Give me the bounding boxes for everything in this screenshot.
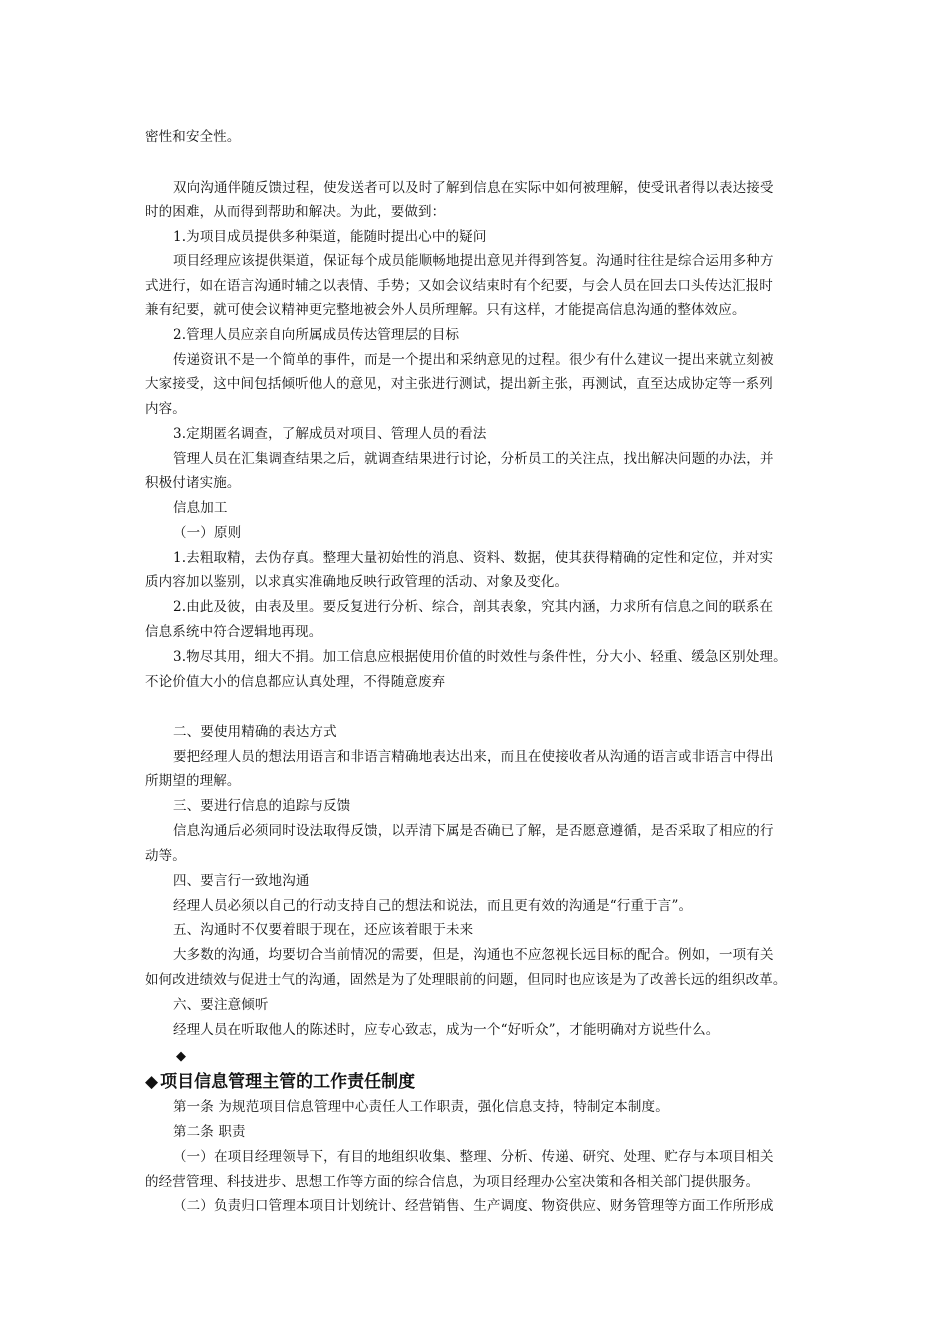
text-line: 大家接受，这中间包括倾听他人的意见，对主张进行测试，提出新主张，再测试，直至达成协定等一系列 — [145, 376, 773, 392]
text-line: 所期望的理解。 — [145, 773, 241, 789]
text-line: 经理人员必须以自己的行动支持自己的想法和说法，而且更有效的沟通是“行重于言”。 — [173, 898, 693, 914]
text-line: 双向沟通伴随反馈过程，使发送者可以及时了解到信息在实际中如何被理解，使受讯者得以表达接受 — [173, 180, 774, 196]
text-line: 信息加工 — [173, 500, 228, 516]
text-line: 项目经理应该提供渠道，保证每个成员能顺畅地提出意见并得到答复。沟通时往往是综合运用多种方 — [173, 253, 774, 269]
text-line: 信息系统中符合逻辑地再现。 — [145, 624, 323, 640]
text-line: 兼有纪要，就可使会议精神更完整地被会外人员所理解。只有这样，才能提高信息沟通的整体效应。 — [145, 302, 746, 318]
section-heading — [145, 1070, 415, 1094]
text-line: 大多数的沟通，均要切合当前情况的需要，但是，沟通也不应忽视长远目标的配合。例如，一项有关 — [173, 947, 774, 963]
text-line: 五、沟通时不仅要着眼于现在，还应该着眼于未来 — [173, 922, 474, 938]
text-line: 动等。 — [145, 848, 186, 864]
text-line: 2.管理人员应亲自向所属成员传达管理层的目标 — [173, 327, 460, 343]
text-line: 六、要注意倾听 — [173, 997, 269, 1013]
text-line: 传递资讯不是一个简单的事件，而是一个提出和采纳意见的过程。很少有什么建议一提出来就立刻被 — [173, 352, 774, 368]
text-line: 第一条 为规范项目信息管理中心责任人工作职责，强化信息支持，特制定本制度。 — [173, 1099, 669, 1115]
diamond-bullet-icon: ◆ — [145, 1072, 159, 1092]
text-line: 管理人员在汇集调查结果之后，就调查结果进行讨论，分析员工的关注点，找出解决问题的办法，并 — [173, 451, 774, 467]
text-line: 第二条 职责 — [173, 1124, 246, 1140]
text-line: 内容。 — [145, 401, 186, 417]
text-line: 式进行，如在语言沟通时辅之以表情、手势；又如会议结束时有个纪要，与会人员在回去口头传达汇报时 — [145, 278, 773, 294]
text-line: 质内容加以鉴别，以求真实准确地反映行政管理的活动、对象及变化。 — [145, 574, 569, 590]
text-line: （二）负责归口管理本项目计划统计、经营销售、生产调度、物资供应、财务管理等方面工作所形成 — [173, 1198, 774, 1214]
text-line: （一）在项目经理领导下，有目的地组织收集、整理、分析、传递、研究、处理、贮存与本项目相关 — [173, 1149, 774, 1165]
text-line: （一）原则 — [173, 525, 242, 541]
text-line: 要把经理人员的想法用语言和非语言精确地表达出来，而且在使接收者从沟通的语言或非语言中得出 — [173, 749, 774, 765]
text-line: 二、要使用精确的表达方式 — [173, 724, 337, 740]
text-line: 不论价值大小的信息都应认真处理，不得随意废弃 — [145, 674, 446, 690]
text-line: 1.为项目成员提供多种渠道，能随时提出心中的疑问 — [173, 229, 487, 245]
text-line: 2.由此及彼，由表及里。要反复进行分析、综合，剖其表象，究其内涵，力求所有信息之间的联系在 — [173, 599, 774, 615]
heading-title: 项目信息管理主管的工作责任制度 — [160, 1072, 416, 1092]
text-line: 经理人员在听取他人的陈述时，应专心致志，成为一个“好听众”，才能明确对方说些什么。 — [173, 1022, 720, 1038]
text-line: 积极付诸实施。 — [145, 475, 241, 491]
text-line: 四、要言行一致地沟通 — [173, 873, 310, 889]
text-line: 信息沟通后必须同时设法取得反馈，以弄清下属是否确已了解，是否愿意遵循，是否采取了相应的行 — [173, 823, 774, 839]
text-line: 3.定期匿名调查，了解成员对项目、管理人员的看法 — [173, 426, 487, 442]
text-line: 如何改进绩效与促进士气的沟通，固然是为了处理眼前的问题，但同时也应该是为了改善长远的组织改革。 — [145, 972, 787, 988]
text-line: 1.去粗取精，去伪存真。整理大量初始性的消息、资料、数据，使其获得精确的定性和定位，并对实 — [173, 550, 774, 566]
text-line: 时的困难，从而得到帮助和解决。为此，要做到： — [145, 204, 446, 220]
text-line: 三、要进行信息的追踪与反馈 — [173, 798, 351, 814]
text-line: 密性和安全性。 — [145, 129, 241, 145]
text-line: 的经营管理、科技进步、思想工作等方面的综合信息，为项目经理办公室决策和各相关部门提供服务。 — [145, 1174, 760, 1190]
text-line: 3.物尽其用，细大不捐。加工信息应根据使用价值的时效性与条件性，分大小、轻重、缓急区别处理。 — [173, 649, 787, 665]
diamond-icon: ◆ — [176, 1049, 186, 1064]
